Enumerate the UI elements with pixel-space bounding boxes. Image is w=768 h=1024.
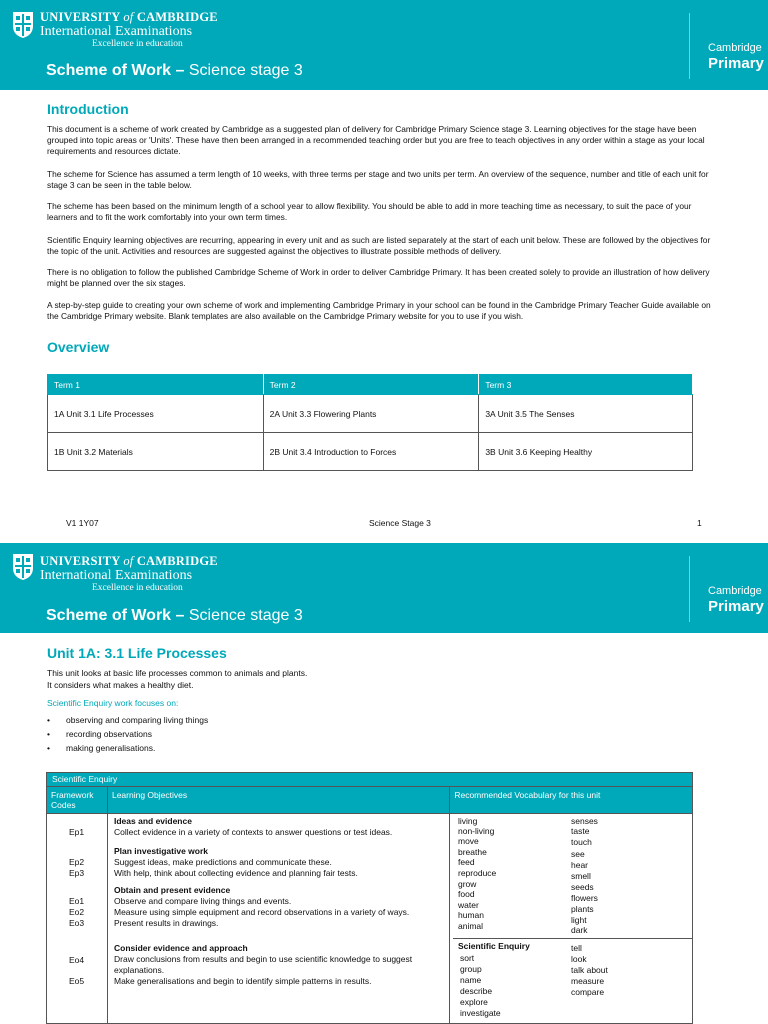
vocab-word: move (458, 836, 479, 846)
objective-eo2: Measure using simple equipment and record observations in a variety of ways. (114, 907, 410, 917)
table-row (48, 433, 693, 471)
logo-line1: Cambridge (708, 585, 762, 597)
section-ideas-evidence: Ideas and evidence (114, 816, 192, 826)
of-word: of (123, 10, 134, 24)
vocab-word: taste (571, 826, 590, 836)
intro-paragraph-3: The scheme has been based on the minimum length of a school year to allow flexibility. You should be able to add in more teaching time as necessary, to suit the pace of your learners and to fit the work comfortably into your own term times. (47, 201, 692, 222)
footer-version: V1 1Y07 (66, 518, 99, 528)
table-cell: 3B Unit 3.6 Keeping Healthy (479, 433, 693, 471)
university-word: UNIVERSITY (40, 10, 121, 24)
code-eo5: Eo5 (69, 976, 85, 986)
vocab-word: living (458, 816, 478, 826)
vocab-word: feed (458, 857, 475, 867)
vocab-word: seeds (571, 882, 594, 892)
objective-eo1: Observe and compare living things and events. (114, 896, 292, 906)
logo-line2: Primary (708, 55, 764, 72)
objective-eo4-cont: explanations. (114, 965, 165, 975)
vocab-word: reproduce (458, 868, 497, 878)
table-cell: 1A Unit 3.1 Life Processes (48, 395, 264, 433)
vocab-word: name (460, 975, 482, 985)
unit-intro-line2: It considers what makes a healthy diet. (47, 680, 194, 690)
list-item-text: observing and comparing living things (66, 715, 209, 725)
vocab-word: see (571, 849, 585, 859)
unit-heading: Unit 1A: 3.1 Life Processes (47, 645, 227, 661)
vocab-word: food (458, 889, 475, 899)
intro-paragraph-5: There is no obligation to follow the published Cambridge Scheme of Work in order to deliver Cambridge Primary. It has been created solely to provide an illustration of how delivery might be planned over the six stages. (47, 267, 710, 288)
vocab-word: group (460, 964, 482, 974)
codes-header: Framework Codes (47, 787, 108, 814)
code-ep2: Ep2 (69, 857, 85, 867)
objective-ep1: Collect evidence in a variety of contexts to answer questions or test ideas. (114, 827, 393, 837)
logo-line2: Primary (708, 598, 764, 615)
overview-table (47, 374, 693, 471)
vocab-word: look (571, 954, 587, 964)
page2-header-band (0, 543, 768, 633)
code-eo1: Eo1 (69, 896, 85, 906)
vocab-word: investigate (460, 1008, 501, 1018)
table-title-row (47, 773, 693, 787)
focus-label: Scientific Enquiry work focuses on: (47, 698, 179, 708)
scheme-title-rest: Science stage 3 (188, 607, 303, 624)
vocab-word: explore (460, 997, 488, 1007)
table-cell: 2B Unit 3.4 Introduction to Forces (263, 433, 479, 471)
table-cell: 2A Unit 3.3 Flowering Plants (263, 395, 479, 433)
unit-intro-line1: This unit looks at basic life processes common to animals and plants. (47, 668, 308, 678)
code-eo4: Eo4 (69, 955, 85, 965)
cambridge-word: CAMBRIDGE (136, 554, 218, 568)
vocab-word: light (571, 915, 587, 925)
vocab-word: plants (571, 904, 594, 914)
vocab-word: touch (571, 837, 592, 847)
objective-ep2: Suggest ideas, make predictions and communicate these. (114, 857, 332, 867)
section-obtain-evidence: Obtain and present evidence (114, 885, 231, 895)
exams-line: International Examinations (40, 568, 193, 583)
scheme-title (46, 62, 303, 80)
intro-paragraph-2: The scheme for Science has assumed a term length of 10 weeks, with three terms per stage and two units per term. An overview of the sequence, number and title of each unit for stage 3 can be seen in the table below. (47, 169, 709, 190)
code-ep1: Ep1 (69, 827, 85, 837)
vocab-se-title: Scientific Enquiry (458, 941, 530, 951)
page1-header-band (0, 0, 768, 90)
excellence-line: Excellence in education (92, 583, 183, 593)
crest-icon (12, 553, 34, 581)
vocab-word: tell (571, 943, 582, 953)
scheme-title-rest: Science stage 3 (188, 62, 303, 79)
list-item-text: recording observations (66, 729, 152, 739)
table-cell: 1B Unit 3.2 Materials (48, 433, 264, 471)
university-word: UNIVERSITY (40, 554, 121, 568)
university-logo-text (40, 554, 218, 594)
list-item: • observing and comparing living things (47, 715, 209, 725)
vocab-word: smell (571, 871, 591, 881)
footer-page-number: 1 (697, 518, 702, 528)
vocab-word: describe (460, 986, 493, 996)
list-item: • recording observations (47, 729, 152, 739)
table-cell: 3A Unit 3.5 The Senses (479, 395, 693, 433)
crest-icon (12, 11, 34, 39)
list-item-text: making generalisations. (66, 743, 156, 753)
vocab-word: non-living (458, 826, 495, 836)
excellence-line: Excellence in education (92, 39, 183, 49)
term3-header: Term 3 (479, 375, 693, 395)
scheme-title-bold: Scheme of Work – (46, 607, 185, 624)
vocab-word: sort (460, 953, 475, 963)
scheme-title-bold: Scheme of Work – (46, 62, 185, 79)
code-eo3: Eo3 (69, 918, 85, 928)
overview-heading: Overview (47, 339, 110, 355)
vocab-word: flowers (571, 893, 598, 903)
table-title: Scientific Enquiry (47, 773, 693, 787)
vocab-word: hear (571, 860, 589, 870)
cambridge-word: CAMBRIDGE (136, 10, 218, 24)
list-item: • making generalisations. (47, 743, 156, 753)
vocab-word: dark (571, 925, 588, 935)
term1-header: Term 1 (48, 375, 264, 395)
cambridge-primary-logo (689, 556, 768, 622)
vocab-word: senses (571, 816, 598, 826)
exams-line: International Examinations (40, 24, 193, 39)
section-plan-work: Plan investigative work (114, 846, 209, 856)
intro-heading: Introduction (47, 101, 129, 117)
vocab-divider (453, 938, 693, 939)
objective-ep3: With help, think about collecting evidence and planning fair tests. (114, 868, 358, 878)
intro-paragraph-6: A step-by-step guide to creating your own scheme of work and implementing Cambridge Primary in your school can be found in the Cambridge Primary Teacher Guide available on the Cambridge Primary website. Blank templates are also available on the Cambridge Primary website for you to use if you wish. (47, 300, 711, 321)
vocab-word: measure (571, 976, 605, 986)
intro-paragraph-4: Scientific Enquiry learning objectives are recurring, appearing in every unit and as such are listed separately at the start of each unit below. These are followed by the objectives for the topic of the unit. Activities and resources are suggested against the objectives to illustrate possible methods of delivery. (47, 235, 711, 256)
university-logo-text (40, 10, 218, 50)
intro-paragraph-1: This document is a scheme of work created by Cambridge as a suggested plan of delivery for Cambridge Primary Science stage 3. Learning objectives for the stage have been grouped into topic areas or 'Units'. These have then been arranged in a recommended teaching order but you are free to teach objectives in any order within a stage as your local requirements and resources dictate. (47, 124, 705, 156)
term2-header: Term 2 (263, 375, 479, 395)
code-eo2: Eo2 (69, 907, 85, 917)
vocab-word: human (458, 910, 484, 920)
overview-header-row (48, 375, 693, 395)
of-word: of (123, 554, 134, 568)
scheme-title (46, 607, 303, 625)
vocab-word: compare (571, 987, 605, 997)
objective-eo5: Make generalisations and begin to identify simple patterns in results. (114, 976, 372, 986)
vocab-header: Recommended Vocabulary for this unit (450, 787, 693, 814)
footer-subject: Science Stage 3 (369, 518, 431, 528)
vocab-word: animal (458, 921, 484, 931)
vocab-word: grow (458, 879, 477, 889)
objectives-header: Learning Objectives (107, 787, 449, 814)
vocab-word: breathe (458, 847, 487, 857)
objective-eo4: Draw conclusions from results and begin to use scientific knowledge to suggest (114, 954, 413, 964)
table-header-row (47, 787, 693, 814)
logo-line1: Cambridge (708, 42, 762, 54)
objective-eo3: Present results in drawings. (114, 918, 219, 928)
cambridge-primary-logo (689, 13, 768, 79)
vocab-word: water (458, 900, 479, 910)
section-consider-evidence: Consider evidence and approach (114, 943, 248, 953)
code-ep3: Ep3 (69, 868, 85, 878)
table-row (48, 395, 693, 433)
vocab-word: talk about (571, 965, 608, 975)
